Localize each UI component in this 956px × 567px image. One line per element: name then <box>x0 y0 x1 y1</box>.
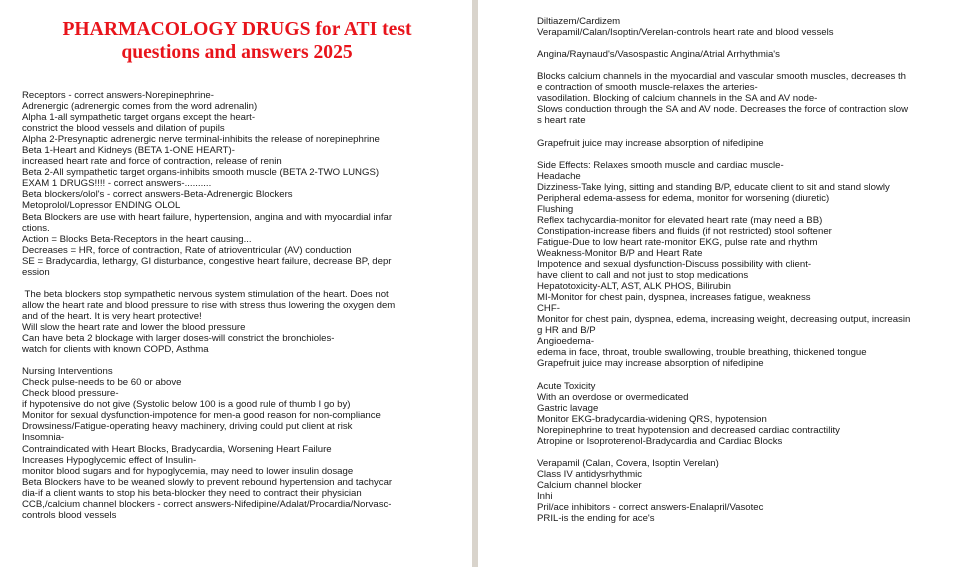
text-line: Alpha 1-all sympathetic target organs except the heart- <box>22 112 256 124</box>
text-line: Beta Blockers are use with heart failure, hypertension, angina and with myocardial infar <box>22 211 393 223</box>
blank-line <box>537 38 944 49</box>
text-line: Receptors - correct answers-Norepinephrine- <box>22 90 214 101</box>
text-line: CCB,/calcium channel blockers - correct answers-Nifedipine/Adalat/Procardia/Norvasc- <box>22 498 392 510</box>
text-line: Grapefruit juice may increase absorption of nifedipine <box>537 358 764 370</box>
right-page <box>478 0 956 567</box>
text-line: Norepinephrine to treat hypotension and decreased cardiac contractility <box>537 424 840 436</box>
text-line: ctions. <box>22 222 50 234</box>
text-line: Drowsiness/Fatigue-operating heavy machinery, driving could put client at risk <box>22 421 353 433</box>
text-line: Check blood pressure- <box>22 388 119 400</box>
text-line: Angina/Raynaud's/Vasospastic Angina/Atrial Arrhythmia's <box>537 49 780 61</box>
text-line: Decreases = HR, force of contraction, Rate of atrioventricular (AV) conduction <box>22 244 352 256</box>
text-line: ession <box>22 266 50 278</box>
text-line: monitor blood sugars and for hypoglycemia, may need to lower insulin dosage <box>22 465 354 477</box>
document-title <box>22 18 460 64</box>
text-line: Will slow the heart rate and lower the blood pressure <box>22 321 246 333</box>
text-line: increased heart rate and force of contraction, release of renin <box>22 156 282 168</box>
text-line: Gastric lavage <box>537 402 599 414</box>
left-column-text <box>22 90 460 521</box>
blank-line <box>537 370 944 381</box>
text-line: Headache <box>537 170 581 182</box>
text-line: Alpha 2-Presynaptic adrenergic nerve terminal-inhibits the release of norepinephrine <box>22 134 380 146</box>
text-line: Check pulse-needs to be 60 or above <box>22 377 182 389</box>
text-line: Reflex tachycardia-monitor for elevated heart rate (may need a BB) <box>537 214 823 226</box>
text-line: Class IV antidysrhythmic <box>537 468 643 480</box>
text-line: Adrenergic (adrenergic comes from the word adrenalin) <box>22 101 258 113</box>
text-line: CHF- <box>537 303 560 315</box>
text-line: Pril/ace inhibitors - correct answers-Enalapril/Vasotec <box>537 502 764 514</box>
right-column-text <box>537 16 944 524</box>
blank-line <box>537 149 944 160</box>
blank-line <box>537 60 944 71</box>
text-line: Peripheral edema-assess for edema, monitor for worsening (diuretic) <box>537 192 830 204</box>
text-line: Verapamil/Calan/Isoptin/Verelan-controls heart rate and blood vessels <box>537 27 834 39</box>
text-line: Angioedema- <box>537 336 595 348</box>
title-line-1: PHARMACOLOGY DRUGS for ATI test <box>62 19 412 40</box>
text-line: Monitor for sexual dysfunction-impotence for men-a good reason for non-compliance <box>22 410 381 422</box>
text-line: Monitor for chest pain, dyspnea, edema, increasing weight, decreasing output, increasin <box>537 314 911 326</box>
text-line: Metoprolol/Lopressor ENDING OLOL <box>22 200 181 212</box>
text-line: The beta blockers stop sympathetic nervous system stimulation of the heart. Does not <box>22 288 389 300</box>
blank-line <box>22 355 460 366</box>
blank-line <box>537 447 944 458</box>
text-line: and of the heart. It is very heart protective! <box>22 310 202 322</box>
blank-line <box>22 278 460 289</box>
text-line: Blocks calcium channels in the myocardial and vascular smooth muscles, decreases th <box>537 71 906 83</box>
text-line: Impotence and sexual dysfunction-Discuss possibility with client- <box>537 259 812 271</box>
text-line: Diltiazem/Cardizem <box>537 16 621 27</box>
text-line: Can have beta 2 blockage with larger doses-will constrict the bronchioles- <box>22 333 335 345</box>
text-line: Acute Toxicity <box>537 380 596 392</box>
text-line: vasodilation. Blocking of calcium channels in the SA and AV node- <box>537 93 818 105</box>
text-line: s heart rate <box>537 115 586 127</box>
text-line: Flushing <box>537 203 574 215</box>
text-line: Insomnia- <box>22 432 65 444</box>
text-line: Beta 2-All sympathetic target organs-inhibits smooth muscle (BETA 2-TWO LUNGS) <box>22 167 380 179</box>
text-line: if hypotensive do not give (Systolic below 100 is a good rule of thumb I go by) <box>22 399 351 411</box>
text-line: Dizziness-Take lying, sitting and standing B/P, educate client to sit and stand slowly <box>537 181 890 193</box>
text-line: allow the heart rate and blood pressure to rise with stress thus lowering the oxygen dem <box>22 299 396 311</box>
text-line: Inhi <box>537 491 553 503</box>
text-line: g HR and B/P <box>537 325 596 337</box>
text-line: Atropine or Isoproterenol-Bradycardia and Cardiac Blocks <box>537 435 783 447</box>
text-line: Verapamil (Calan, Covera, Isoptin Verelan) <box>537 457 719 469</box>
text-line: have client to call and not just to stop medications <box>537 270 749 282</box>
text-line: Increases Hypoglycemic effect of Insulin- <box>22 454 197 466</box>
text-line: Grapefruit juice may increase absorption of nifedipine <box>537 137 764 149</box>
blank-line <box>537 126 944 137</box>
text-line: SE = Bradycardia, lethargy, GI disturbance, congestive heart failure, decrease BP, depr <box>22 255 392 267</box>
title-line-2: questions and answers 2025 <box>121 42 353 63</box>
text-line: Slows conduction through the SA and AV node. Decreases the force of contraction slow <box>537 104 909 116</box>
text-line: constrict the blood vessels and dilation of pupils <box>22 123 225 135</box>
text-line: Beta Blockers have to be weaned slowly to prevent rebound hypertension and tachycar <box>22 476 393 488</box>
text-line: Action = Blocks Beta-Receptors in the heart causing... <box>22 233 252 245</box>
text-line: With an overdose or overmedicated <box>537 391 689 403</box>
text-line: dia-if a client wants to stop his beta-blocker they need to contract their physician <box>22 487 362 499</box>
text-line: e contraction of smooth muscle-relaxes the arteries- <box>537 82 758 94</box>
text-line: Nursing Interventions <box>22 366 113 378</box>
text-line: Hepatotoxicity-ALT, AST, ALK PHOS, Bilirubin <box>537 281 731 293</box>
text-line: EXAM 1 DRUGS!!!! - correct answers-.......... <box>22 178 212 190</box>
text-line: watch for clients with known COPD, Asthma <box>22 344 209 356</box>
text-line: Contraindicated with Heart Blocks, Bradycardia, Worsening Heart Failure <box>22 443 332 455</box>
text-line: Beta blockers/olol's - correct answers-Beta-Adrenergic Blockers <box>22 189 293 201</box>
text-line: Side Effects: Relaxes smooth muscle and cardiac muscle- <box>537 159 784 171</box>
text-line: Monitor EKG-bradycardia-widening QRS, hypotension <box>537 413 767 425</box>
text-line: edema in face, throat, trouble swallowing, trouble breathing, thickened tongue <box>537 347 867 359</box>
text-line: PRIL-is the ending for ace's <box>537 513 655 525</box>
text-line: Constipation-increase fibers and fluids (if not restricted) stool softener <box>537 225 832 237</box>
text-line: Weakness-Monitor B/P and Heart Rate <box>537 247 703 259</box>
text-line: Calcium channel blocker <box>537 479 642 491</box>
text-line: Fatigue-Due to low heart rate-monitor EKG, pulse rate and rhythm <box>537 236 818 248</box>
text-line: Beta 1-Heart and Kidneys (BETA 1-ONE HEART)- <box>22 145 235 157</box>
text-line: controls blood vessels <box>22 509 117 521</box>
left-page <box>0 0 472 567</box>
text-line: MI-Monitor for chest pain, dyspnea, increases fatigue, weakness <box>537 292 811 304</box>
